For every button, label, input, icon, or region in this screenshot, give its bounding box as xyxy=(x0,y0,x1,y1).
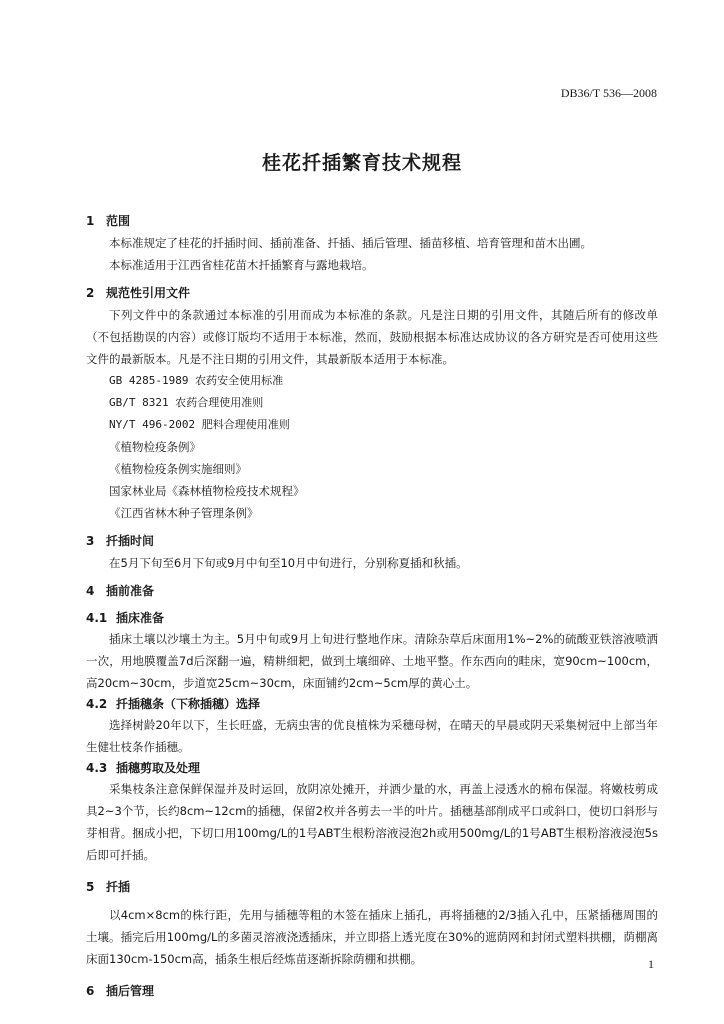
section-number: 2 xyxy=(86,286,95,300)
section-title: 扦插时间 xyxy=(106,534,155,548)
subsection-title: 插床准备 xyxy=(116,611,165,625)
section-heading-cutting xyxy=(86,876,658,898)
section-title: 规范性引用文件 xyxy=(106,286,191,300)
section-number: 6 xyxy=(86,984,95,998)
subsection-number: 4.3 xyxy=(86,761,108,775)
section-heading-preparation xyxy=(86,580,658,602)
reference-item: 《江西省林木种子管理条例》 xyxy=(109,506,259,520)
subsection-number: 4.1 xyxy=(86,611,108,625)
paragraph: 本标准适用于江西省桂花苗木扦插繁育与露地栽培。 xyxy=(109,258,374,272)
section-number: 3 xyxy=(86,534,95,548)
subsection-heading-bed-preparation xyxy=(86,608,658,628)
subsection-number: 4.2 xyxy=(86,697,108,711)
reference-item: NY/T 496-2002 肥料合理使用准则 xyxy=(109,418,290,431)
section-number: 1 xyxy=(86,214,95,228)
subsection-heading-cutting-processing xyxy=(86,758,658,778)
reference-item: GB 4285-1989 农药安全使用标准 xyxy=(109,374,284,387)
paragraph: 选择树龄20年以下，生长旺盛，无病虫害的优良植株为采穗母树，在晴天的早晨或阴天采集树冠中上部当年生健壮枝条作插穗。 xyxy=(86,718,658,754)
paragraph: 下列文件中的条款通过本标准的引用而成为本标准的条款。凡是注日期的引用文件，其随后所有的修改单（不包括勘误的内容）或修订版均不适用于本标准，然而，鼓励根据本标准达成协议的各方研究是否可使用这些文件的最新版本。凡是不注日期的引用文件，其最新版本适用于本标准。 xyxy=(86,308,658,366)
page-title: 桂花扦插繁育技术规程 xyxy=(261,152,462,174)
subsection-title: 插穗剪取及处理 xyxy=(116,761,201,775)
paragraph: 本标准规定了桂花的扦插时间、插前准备、扦插、插后管理、插苗移植、培育管理和苗木出圃。 xyxy=(109,236,592,250)
section-heading-cutting-time xyxy=(86,530,658,552)
section-heading-post-cutting-management xyxy=(86,980,658,1002)
section-title: 扦插 xyxy=(106,880,131,894)
reference-item: 国家林业局《森林植物检疫技术规程》 xyxy=(109,484,305,498)
section-title: 插前准备 xyxy=(106,584,155,598)
section-heading-normative-references xyxy=(86,282,658,304)
paragraph: 采集枝条注意保鲜保湿并及时运回，放阴凉处摊开，并洒少量的水，再盖上浸透水的棉布保湿。将嫩枝剪成具2~3个节，长约8cm~12cm的插穗，保留2枚并各剪去一半的叶片。插穗基部削成平口或斜口，使切口斜形与芽相背。捆成小把，下切口用100mg/L的1号ABT生根粉溶液浸泡2h或用500mg/L的1号ABT生根粉溶液浸泡5s后即可扦插。 xyxy=(86,782,658,862)
reference-item: 《植物检疫条例》 xyxy=(109,440,201,454)
paragraph: 插床土壤以沙壤土为主。5月中旬或9月上旬进行整地作床。清除杂草后床面用1%~2%的硫酸亚铁溶液喷洒一次，用地膜覆盖7d后深翻一遍，精耕细耙，做到土壤细碎、土地平整。作东西向的畦床，宽90cm~100cm，高20cm~30cm，步道宽25cm~30cm，床面铺约2cm~5cm厚的黄心土。 xyxy=(86,632,658,690)
section-number: 5 xyxy=(86,880,95,894)
document-body xyxy=(86,210,658,1002)
paragraph: 在5月下旬至6月下旬或9月中旬至10月中旬进行，分别称夏插和秋插。 xyxy=(109,556,468,570)
section-heading-scope xyxy=(86,210,658,232)
reference-item: 《植物检疫条例实施细则》 xyxy=(109,462,247,476)
section-number: 4 xyxy=(86,584,95,598)
section-title: 插后管理 xyxy=(106,984,155,998)
subsection-heading-cutting-selection xyxy=(86,694,658,714)
standard-number: DB36/T 536—2008 xyxy=(560,86,657,100)
page-number: 1 xyxy=(648,957,654,971)
reference-item: GB/T 8321 农药合理使用准则 xyxy=(109,396,264,409)
paragraph: 以4cm×8cm的株行距，先用与插穗等粗的木签在插床上插孔，再将插穗的2/3插入孔中，压紧插穗周围的土壤。插完后用100mg/L的多菌灵溶液浇透插床，并立即搭上透光度在30%的遮荫网和封闭式塑料拱棚，荫棚离床面130cm-150cm高，插条生根后经炼苗逐渐拆除荫棚和拱棚。 xyxy=(86,908,658,966)
section-title: 范围 xyxy=(106,214,131,228)
subsection-title: 扦插穗条（下称插穗）选择 xyxy=(116,697,261,711)
